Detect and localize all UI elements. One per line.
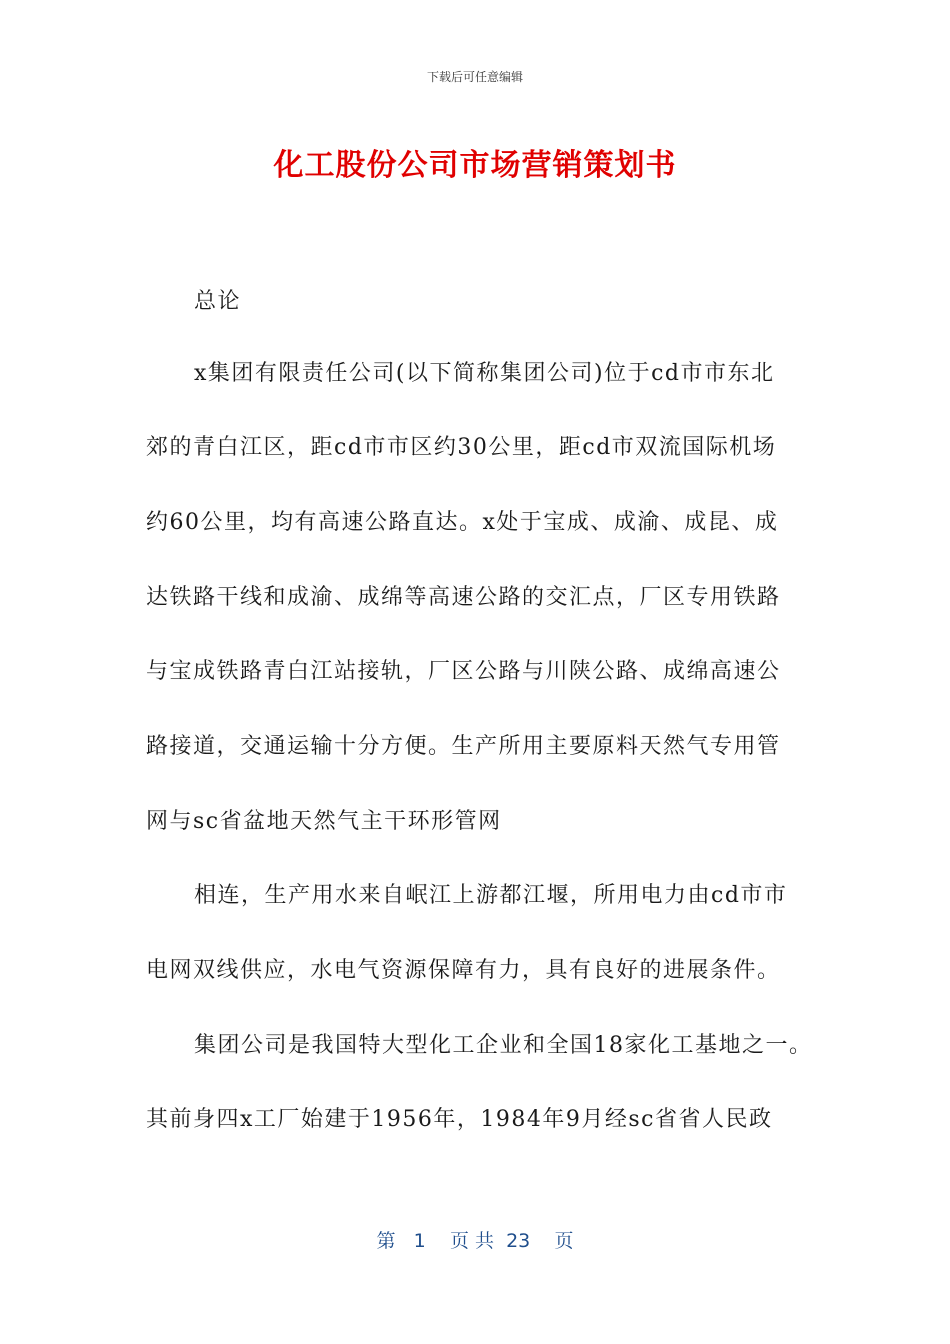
paragraph-line: 郊的青白江区，距cd市市区约30公里，距cd市双流国际机场 xyxy=(146,435,777,460)
paragraph-line: 与宝成铁路青白江站接轨，厂区公路与川陕公路、成绵高速公 xyxy=(146,659,781,684)
paragraph-line: 路接道，交通运输十分方便。生产所用主要原料天然气专用管 xyxy=(146,734,781,759)
paragraph-line: 网与sc省盆地天然气主干环形管网 xyxy=(146,809,502,834)
paragraph-line: 电网双线供应，水电气资源保障有力，具有良好的进展条件。 xyxy=(146,958,781,983)
paragraph-line: 集团公司是我国特大型化工企业和全国18家化工基地之一。 xyxy=(194,1033,813,1058)
footer-page-number: 1 xyxy=(413,1230,426,1252)
footer-total-pages: 23 xyxy=(506,1230,531,1252)
footer-label-pre: 第 xyxy=(376,1230,396,1252)
paragraph-line: x集团有限责任公司(以下简称集团公司)位于cd市市东北 xyxy=(194,361,775,386)
section-heading: 总论 xyxy=(194,289,242,314)
paragraph-line: 达铁路干线和成渝、成绵等高速公路的交汇点，厂区专用铁路 xyxy=(146,585,781,610)
page-footer xyxy=(0,1226,950,1253)
footer-label-mid: 页 共 xyxy=(449,1230,494,1252)
document-title: 化工股份公司市场营销策划书 xyxy=(273,148,677,183)
paragraph-line: 其前身四x工厂始建于1956年，1984年9月经sc省省人民政 xyxy=(146,1107,773,1132)
footer-label-post: 页 xyxy=(554,1230,574,1252)
paragraph-line: 相连，生产用水来自岷江上游都江堰，所用电力由cd市市 xyxy=(194,883,788,908)
paragraph-line: 约60公里，均有高速公路直达。x处于宝成、成渝、成昆、成 xyxy=(146,510,779,535)
header-note: 下载后可任意编辑 xyxy=(426,70,523,84)
